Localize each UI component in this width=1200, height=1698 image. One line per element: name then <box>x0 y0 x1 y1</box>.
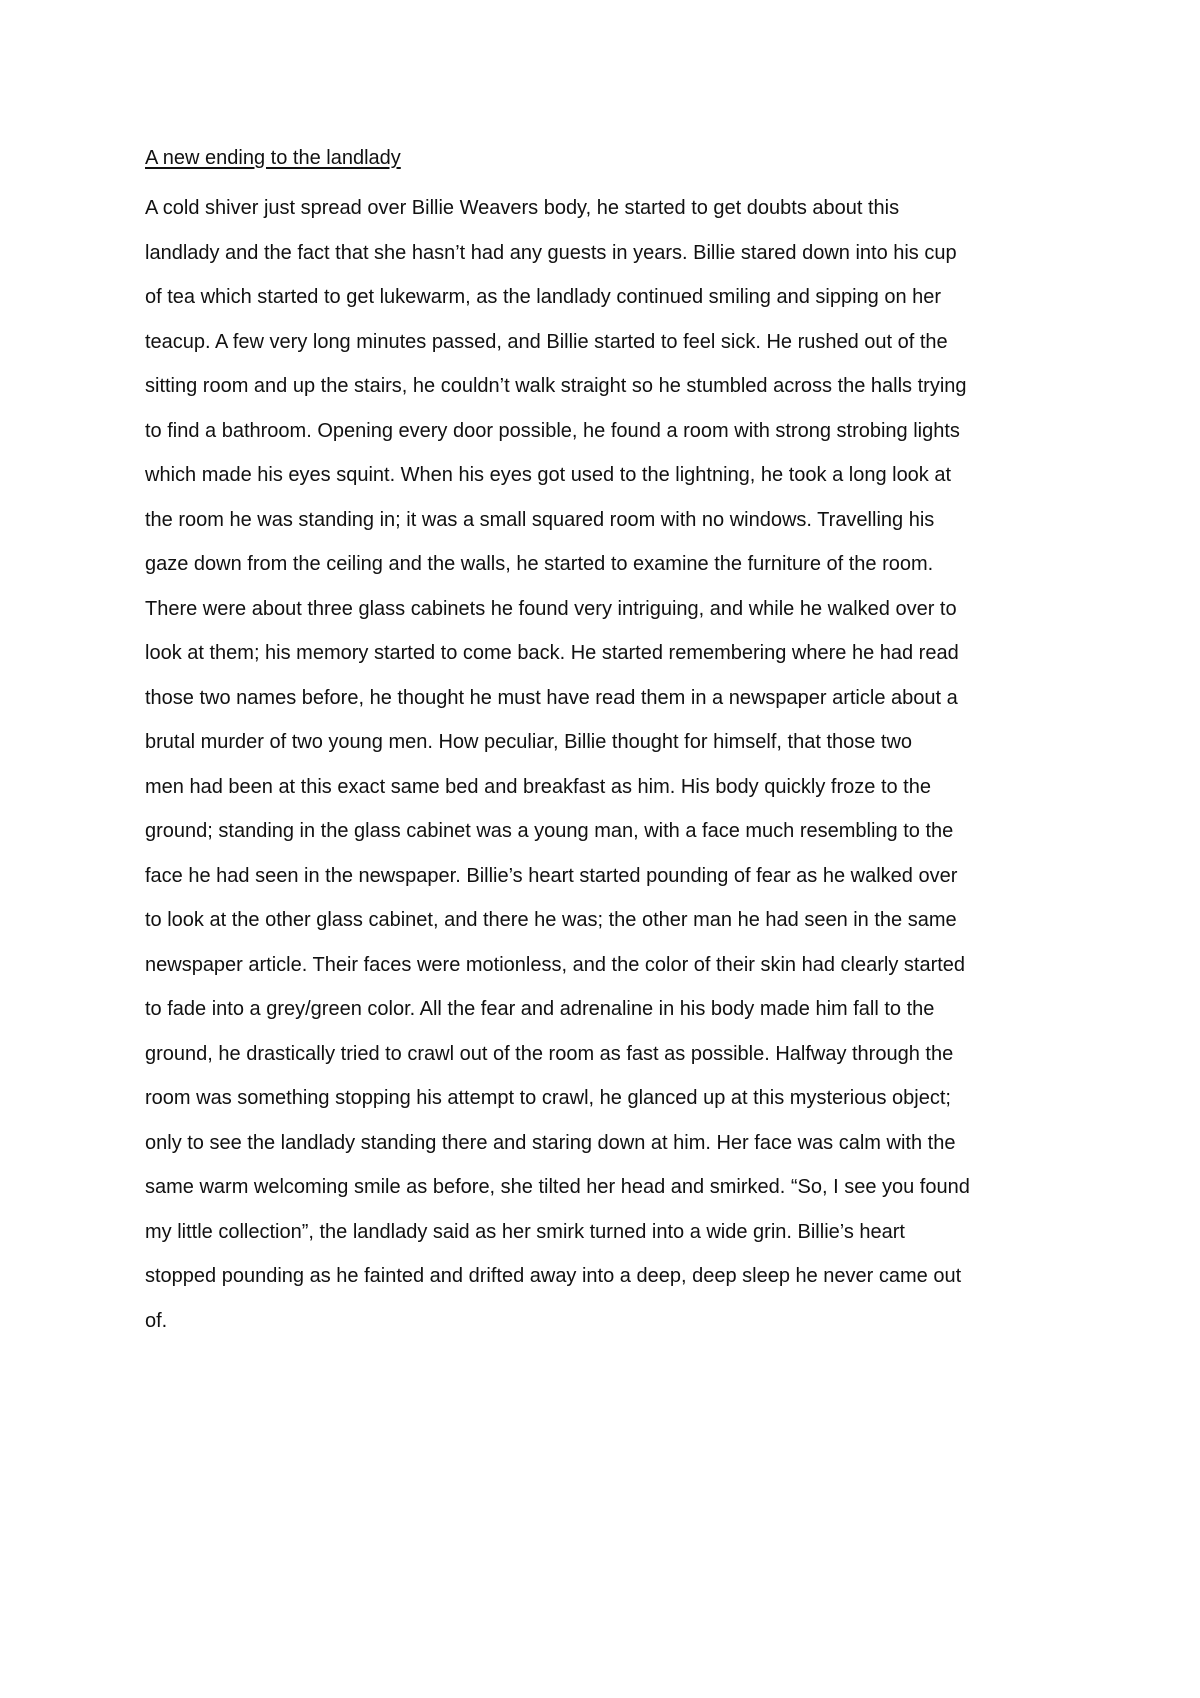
text-line: of. <box>145 1309 168 1332</box>
text-line: stopped pounding as he fainted and drifted away into a deep, deep sleep he never came out <box>145 1265 962 1287</box>
text-line: look at them; his memory started to come back. He started remembering where he had read <box>145 642 959 664</box>
text-line: to fade into a grey/green color. All the fear and adrenaline in his body made him fall to the <box>145 998 935 1020</box>
text-line: to look at the other glass cabinet, and there he was; the other man he had seen in the same <box>145 909 957 931</box>
text-line: to find a bathroom. Opening every door possible, he found a room with strong strobing lights <box>145 419 960 442</box>
document-content <box>145 142 1085 1343</box>
text-line: ground, he drastically tried to crawl out of the room as fast as possible. Halfway through the <box>145 1042 954 1065</box>
text-line: sitting room and up the stairs, he couldn’t walk straight so he stumbled across the halls trying <box>145 375 967 397</box>
text-line: only to see the landlady standing there and staring down at him. Her face was calm with the <box>145 1131 956 1154</box>
text-line: gaze down from the ceiling and the walls, he started to examine the furniture of the room. <box>145 553 934 575</box>
text-line: those two names before, he thought he must have read them in a newspaper article about a <box>145 686 958 709</box>
text-line: brutal murder of two young men. How peculiar, Billie thought for himself, that those two <box>145 731 913 753</box>
text-line: same warm welcoming smile as before, she tilted her head and smirked. “So, I see you found <box>145 1176 970 1198</box>
text-line: landlady and the fact that she hasn’t had any guests in years. Billie stared down into his cup <box>145 241 957 264</box>
text-line: ground; standing in the glass cabinet was a young man, with a face much resembling to the <box>145 820 954 842</box>
text-line: my little collection”, the landlady said as her smirk turned into a wide grin. Billie’s heart <box>145 1220 905 1243</box>
text-line: There were about three glass cabinets he found very intriguing, and while he walked over to <box>145 597 957 620</box>
text-line: men had been at this exact same bed and breakfast as him. His body quickly froze to the <box>145 775 931 798</box>
text-line: room was something stopping his attempt to crawl, he glanced up at this mysterious object; <box>145 1087 951 1109</box>
text-line: face he had seen in the newspaper. Billie’s heart started pounding of fear as he walked over <box>145 864 958 887</box>
text-line: A cold shiver just spread over Billie Weavers body, he started to get doubts about this <box>145 197 900 219</box>
document-title: A new ending to the landlady <box>145 147 401 169</box>
text-line: teacup. A few very long minutes passed, and Billie started to feel sick. He rushed out of the <box>145 330 948 353</box>
text-line: which made his eyes squint. When his eyes got used to the lightning, he took a long look at <box>145 464 952 486</box>
text-line: newspaper article. Their faces were motionless, and the color of their skin had clearly started <box>145 953 966 976</box>
text-line: of tea which started to get lukewarm, as the landlady continued smiling and sipping on her <box>145 286 942 308</box>
story-body <box>145 186 1085 1343</box>
text-line: the room he was standing in; it was a small squared room with no windows. Travelling his <box>145 508 935 531</box>
